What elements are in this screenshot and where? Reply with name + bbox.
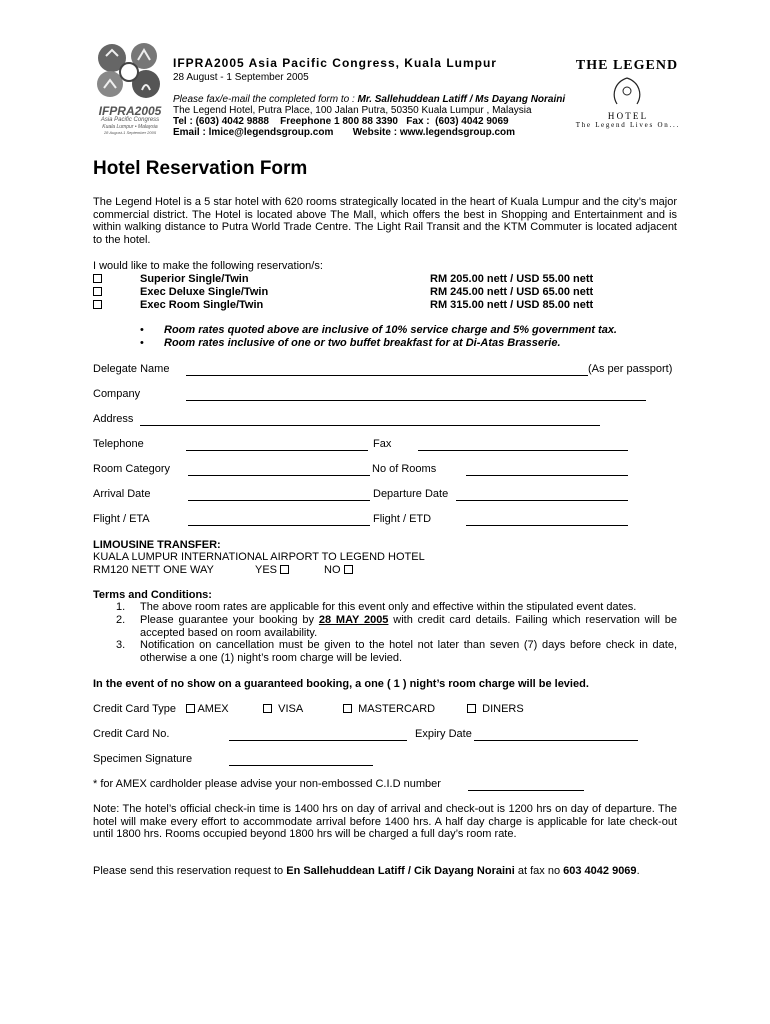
logo-line2: Kuala Lumpur • Malaysia <box>102 124 158 130</box>
card-type-label: Credit Card Type <box>93 703 176 715</box>
fax-contact: Mr. Sallehuddean Latiff / Ms Dayang Noraini <box>357 94 566 105</box>
address-field[interactable] <box>140 425 600 426</box>
reservation-intro: I would like to make the following reservation/s: <box>93 260 323 272</box>
limousine-yes-option[interactable] <box>255 564 289 576</box>
fax-field[interactable] <box>418 450 628 451</box>
room-option[interactable] <box>93 286 613 298</box>
limousine-price: RM120 NETT ONE WAY <box>93 564 214 576</box>
logo-line3: 28 August-1 September 2005 <box>103 130 157 135</box>
terms-item <box>93 601 677 614</box>
terms-text-post: with credit card details. Failing which reservation will be accepted based on room availability. <box>140 614 677 639</box>
fax-prefix: Please fax/e-mail the completed form to : <box>173 94 358 105</box>
hotel-logo-name: THE LEGEND <box>575 58 679 73</box>
card-option-mastercard[interactable] <box>343 703 435 715</box>
room-category-field[interactable] <box>188 475 370 476</box>
closing-pre: Please send this reservation request to <box>93 865 287 877</box>
form-title: Hotel Reservation Form <box>93 158 308 179</box>
terms-text-pre: Please guarantee your booking by <box>140 614 319 626</box>
ifpra-logo <box>92 42 168 134</box>
telephone-label: Telephone <box>93 438 144 450</box>
departure-date-label: Departure Date <box>373 488 449 500</box>
terms-title: Terms and Conditions: <box>93 589 212 601</box>
hotel-logo-sub: H O T E L <box>607 111 647 121</box>
logo-line1: Asia Pacific Congress <box>100 117 160 123</box>
rate-note-text: Room rates inclusive of one or two buffet breakfast for at Di-Atas Brasserie. <box>164 337 561 349</box>
limousine-route: KUALA LUMPUR INTERNATIONAL AIRPORT TO LEGEND HOTEL <box>93 551 425 563</box>
no-of-rooms-label: No of Rooms <box>372 463 437 475</box>
no-show-notice: In the event of no show on a guaranteed booking, a one ( 1 ) night’s room charge will be levied. <box>93 678 589 690</box>
header-tel: Tel : (603) 4042 9888 Freephone 1 800 88 3390 Fax : (603) 4042 9069 <box>173 116 509 127</box>
hotel-emblem-icon <box>597 74 657 108</box>
fax-label: Fax <box>373 438 392 450</box>
delegate-name-label: Delegate Name <box>93 363 170 375</box>
arrival-date-label: Arrival Date <box>93 488 151 500</box>
terms-number: 3. <box>116 639 126 651</box>
room-option[interactable] <box>93 273 613 285</box>
room-checkbox[interactable] <box>93 274 102 283</box>
header-email: Email : lmice@legendsgroup.com Website : www.legendsgroup.com <box>173 127 516 138</box>
company-field[interactable] <box>186 400 646 401</box>
limousine-title: LIMOUSINE TRANSFER: <box>93 539 221 551</box>
diners-label: DINERS <box>482 703 524 715</box>
telephone-field[interactable] <box>186 450 368 451</box>
terms-text: Notification on cancellation must be given to the hotel not later than seven (7) days before check in date, otherwise a one (1) night’s room charge will be levied. <box>140 639 677 664</box>
visa-checkbox[interactable] <box>263 704 272 713</box>
header-fax-instruction <box>173 94 565 105</box>
room-rate: RM 245.00 nett / USD 65.00 nett <box>430 286 594 298</box>
header-title: IFPRA2005 Asia Pacific Congress, Kuala Lumpur <box>173 56 497 70</box>
company-label: Company <box>93 388 141 400</box>
logo-name: IFPRA2005 <box>98 104 162 118</box>
visa-label: VISA <box>278 703 304 715</box>
no-of-rooms-field[interactable] <box>466 475 628 476</box>
room-category-label: Room Category <box>93 463 171 475</box>
expiry-date-label: Expiry Date <box>415 728 472 740</box>
closing-end: . <box>636 865 640 877</box>
card-option-amex[interactable] <box>186 703 229 715</box>
bullet-icon: • <box>140 324 144 336</box>
closing-fax: 603 4042 9069 <box>563 865 637 877</box>
congress-emblem-icon <box>92 42 168 102</box>
room-type: Exec Deluxe Single/Twin <box>140 286 269 298</box>
closing-names: En Sallehuddean Latiff / Cik Dayang Noraini <box>286 865 515 877</box>
closing-line <box>93 865 640 877</box>
amex-label: AMEX <box>197 703 229 715</box>
limousine-no-option[interactable] <box>324 564 353 576</box>
delegate-name-field[interactable] <box>186 375 588 376</box>
flight-eta-label: Flight / ETA <box>93 513 150 525</box>
diners-checkbox[interactable] <box>467 704 476 713</box>
arrival-date-field[interactable] <box>188 500 370 501</box>
flight-etd-label: Flight / ETD <box>373 513 432 525</box>
header-dates: 28 August - 1 September 2005 <box>173 72 309 83</box>
room-checkbox[interactable] <box>93 287 102 296</box>
departure-date-field[interactable] <box>456 500 628 501</box>
card-option-diners[interactable] <box>467 703 524 715</box>
bullet-icon: • <box>140 337 144 349</box>
signature-field[interactable] <box>229 765 373 766</box>
room-type: Superior Single/Twin <box>140 273 249 285</box>
room-type: Exec Room Single/Twin <box>140 299 264 311</box>
amex-checkbox[interactable] <box>186 704 195 713</box>
room-option[interactable] <box>93 299 613 311</box>
hotel-logo <box>572 58 682 129</box>
terms-text <box>140 614 677 639</box>
rate-note-text: Room rates quoted above are inclusive of 10% service charge and 5% government tax. <box>164 324 617 336</box>
passport-note: (As per passport) <box>588 363 673 375</box>
closing-mid: at fax no <box>514 865 564 877</box>
expiry-date-field[interactable] <box>474 740 638 741</box>
terms-item <box>93 614 677 639</box>
signature-label: Specimen Signature <box>93 753 193 765</box>
intro-paragraph: The Legend Hotel is a 5 star hotel with 620 rooms strategically located in the heart of Kuala Lumpur and the city’s major commercial district. The Hotel is located above The Mall, which offers the best in Shopping and Entertainment and is within walking distance to Putra World Trade Centre. The Light Rail Transit and the KTM Commuter is located adjacent to the hotel. <box>93 196 677 246</box>
terms-number: 1. <box>116 601 126 613</box>
mastercard-label: MASTERCARD <box>358 703 436 715</box>
hotel-logo-tagline: T h e L e g e n d L i v e s O n . . . <box>575 121 679 129</box>
no-label: NO <box>324 564 341 576</box>
no-checkbox[interactable] <box>344 565 353 574</box>
terms-text: The above room rates are applicable for this event only and effective within the stipulated event dates. <box>140 601 637 613</box>
card-number-field[interactable] <box>229 740 407 741</box>
guarantee-date: 28 MAY 2005 <box>318 614 389 626</box>
yes-checkbox[interactable] <box>280 565 289 574</box>
room-rate: RM 205.00 nett / USD 55.00 nett <box>430 273 594 285</box>
card-option-visa[interactable] <box>263 703 303 715</box>
header-address: The Legend Hotel, Putra Place, 100 Jalan Putra, 50350 Kuala Lumpur , Malaysia <box>173 105 532 116</box>
yes-label: YES <box>255 564 278 576</box>
terms-item <box>93 639 677 664</box>
room-rate: RM 315.00 nett / USD 85.00 nett <box>430 299 594 311</box>
flight-eta-field[interactable] <box>188 525 370 526</box>
check-in-note: Note: The hotel’s official check-in time is 1400 hrs on day of arrival and check-out is 1200 hrs on day of departure. The hotel will make every effort to accommodate arrival before 1400 hrs. A half day charge is applicable for late check-out until 1800 hrs. Rooms occupied beyond 1800 hrs will be charged a full day’s room rate. <box>93 803 677 840</box>
amex-cid-note: * for AMEX cardholder please advise your non-embossed C.I.D number <box>93 778 441 790</box>
address-label: Address <box>93 413 134 425</box>
flight-etd-field[interactable] <box>466 525 628 526</box>
terms-number: 2. <box>116 614 126 626</box>
card-number-label: Credit Card No. <box>93 728 170 740</box>
amex-cid-field[interactable] <box>468 790 584 791</box>
room-checkbox[interactable] <box>93 300 102 309</box>
mastercard-checkbox[interactable] <box>343 704 352 713</box>
